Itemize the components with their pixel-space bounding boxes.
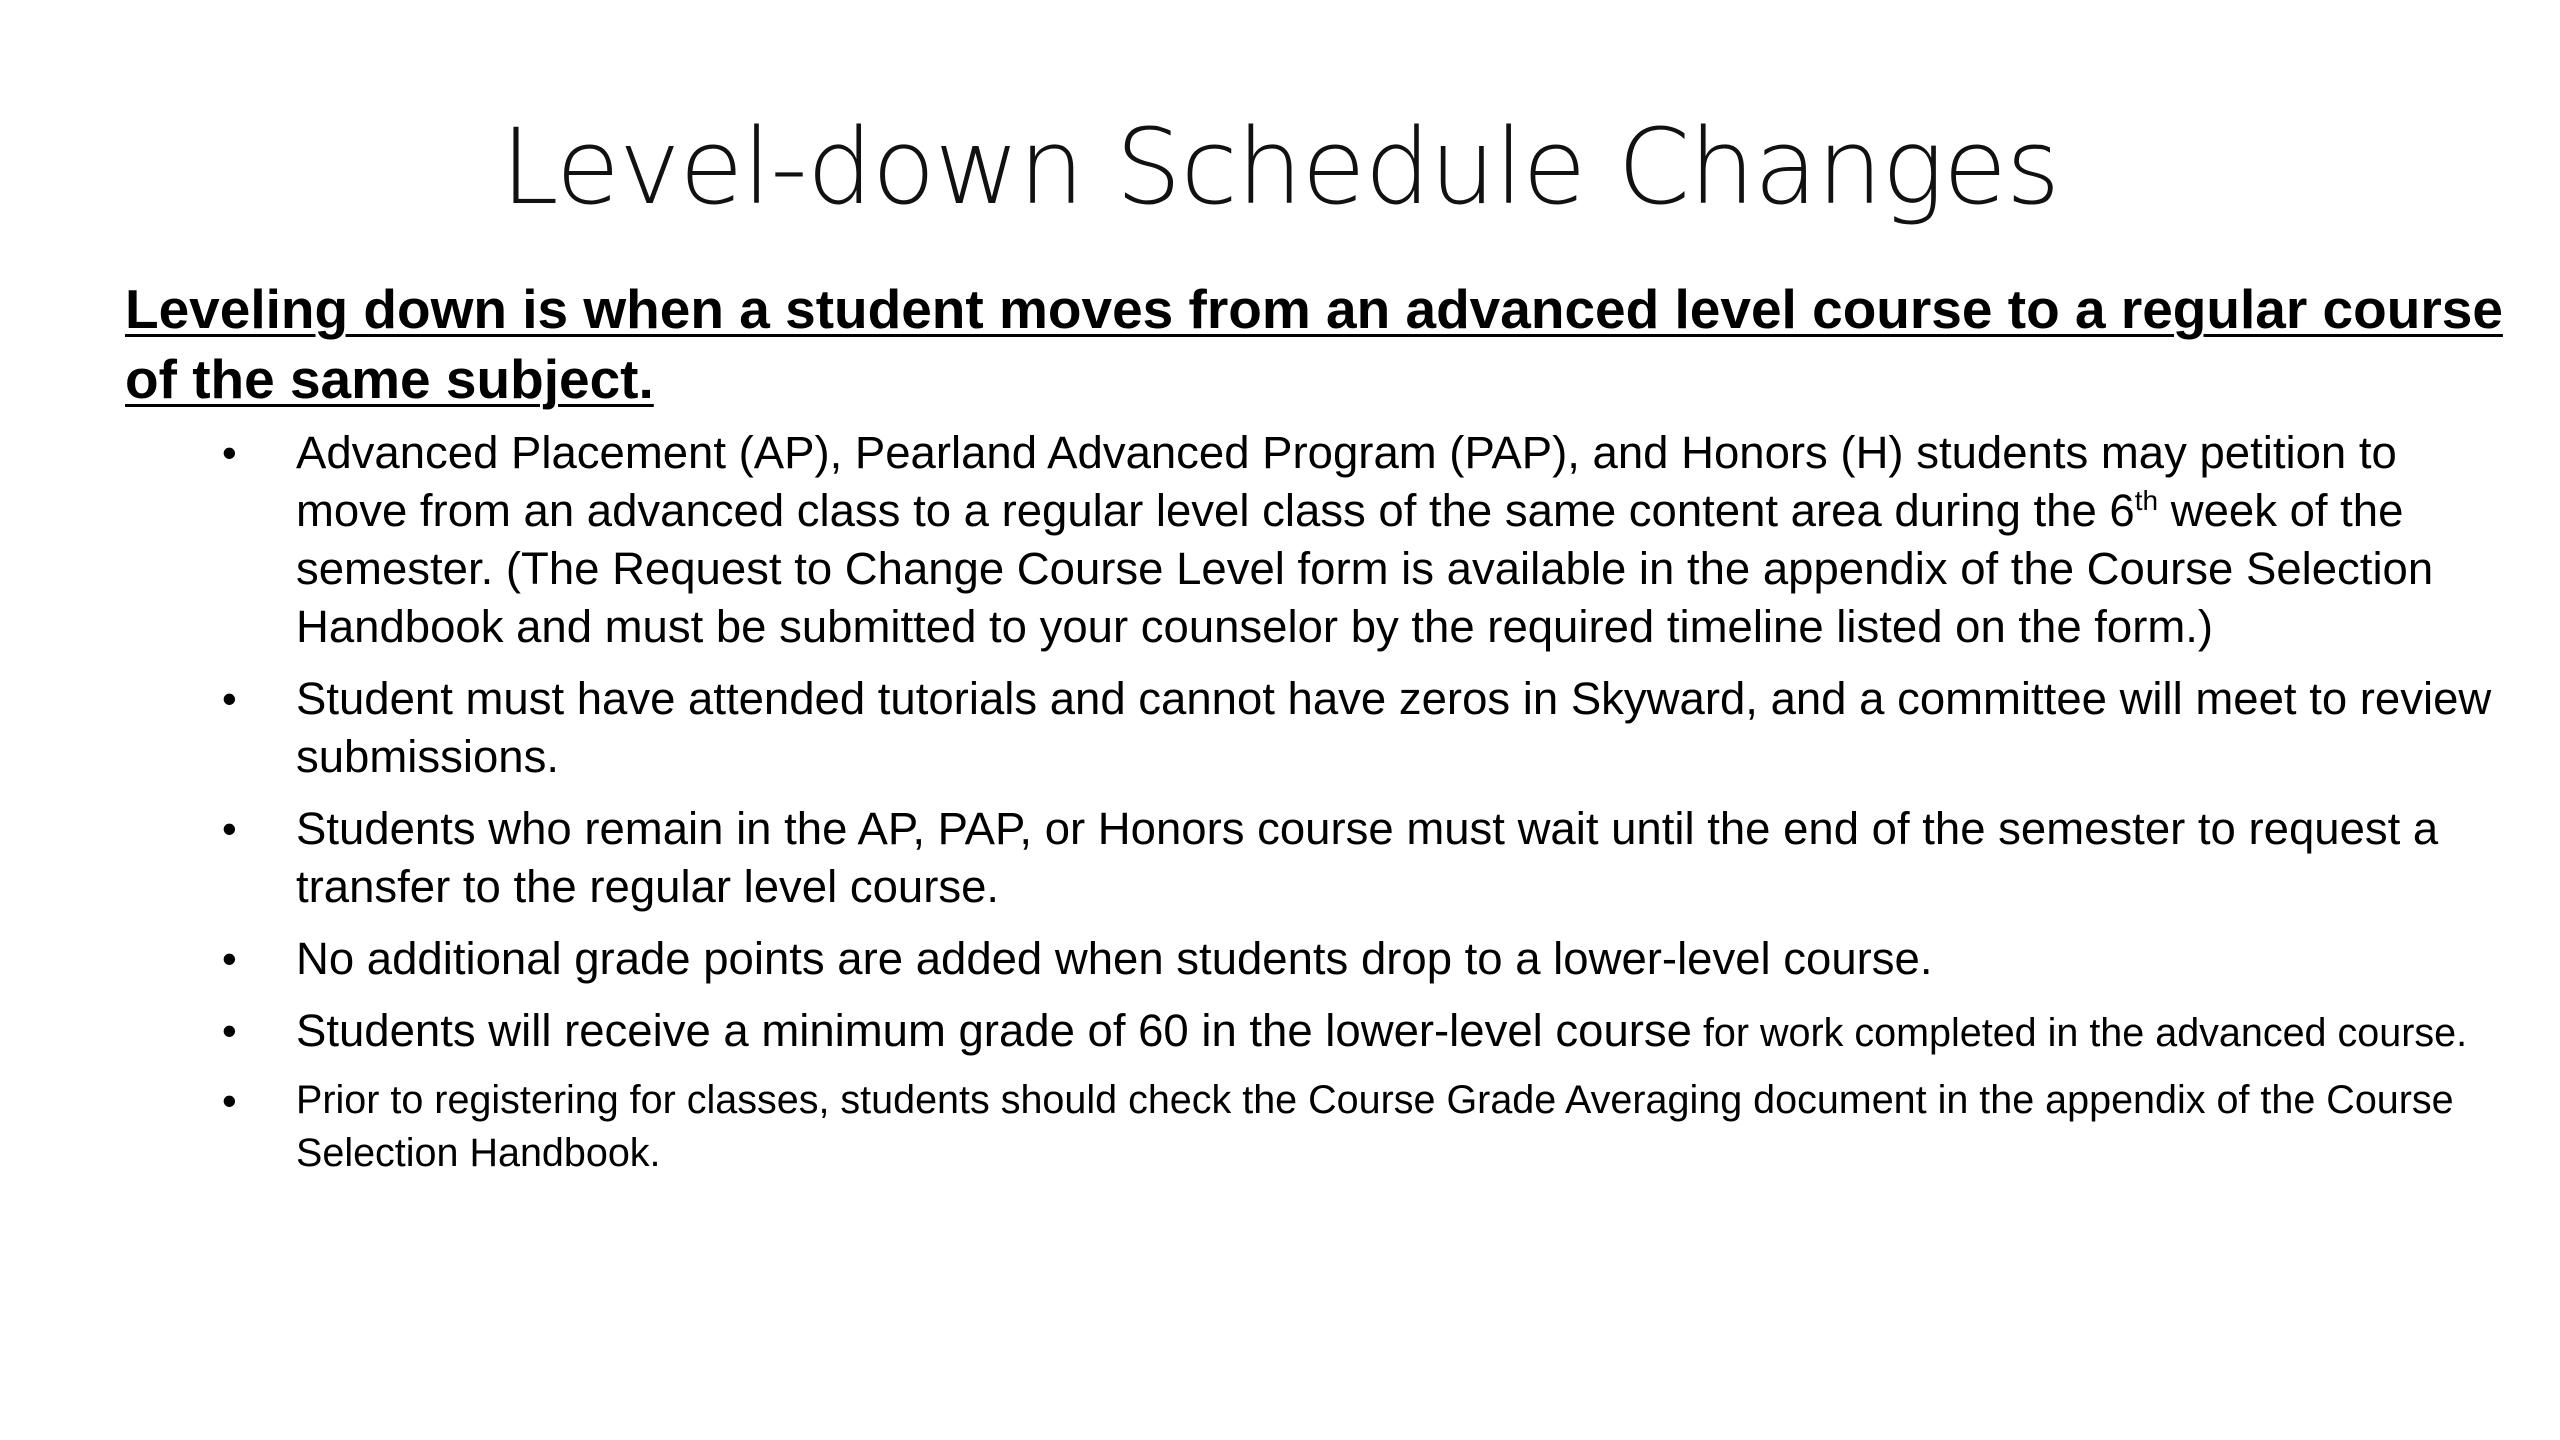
bullet-item-tutorials xyxy=(0,670,2506,786)
bullet-text: Prior to registering for classes, students should check the Course Grade Averaging document in the appendix of the Course Selection Handbook. xyxy=(296,1078,2454,1175)
bullet-icon: • xyxy=(222,1077,237,1124)
bullet-text: Students will receive a minimum grade of 60 in the lower-level course xyxy=(296,1005,1692,1056)
lead-statement: Leveling down is when a student moves from an advanced level course to a regular course of the same subject. xyxy=(125,278,2503,410)
bullet-icon: • xyxy=(222,429,237,476)
bullet-icon: • xyxy=(222,805,237,852)
bullet-text-continued: week of the semester. (The Request to Change Course Level form is available in the appendix of the Course Selection Handbook and must be submitted to your counselor by the required timeline listed on the form.) xyxy=(296,485,2434,652)
ordinal-suffix: th xyxy=(2134,485,2159,516)
bullet-text: No additional grade points are added when students drop to a lower-level course. xyxy=(296,933,1933,984)
bullet-text: Student must have attended tutorials and cannot have zeros in Skyward, and a committee will meet to review submissions. xyxy=(296,673,2492,782)
bullet-item-remain-course xyxy=(0,800,2506,916)
bullet-icon: • xyxy=(222,935,237,982)
slide-title: Level-down Schedule Changes xyxy=(500,106,2060,228)
bullet-item-ap-petition xyxy=(0,424,2506,656)
bullet-text: Students who remain in the AP, PAP, or Honors course must wait until the end of the semester to request a transfer to the regular level course. xyxy=(296,803,2439,912)
bullet-text-small: for work completed in the advanced course. xyxy=(1691,1011,2468,1055)
bullet-text: Advanced Placement (AP), Pearland Advanced Program (PAP), and Honors (H) students may petition to move from an advanced class to a regular level class of the same content area during the 6 xyxy=(296,427,2397,536)
bullet-item-grade-averaging xyxy=(0,1074,2506,1180)
bullet-list xyxy=(0,424,2560,1180)
bullet-icon: • xyxy=(222,675,237,722)
bullet-item-minimum-grade xyxy=(0,1002,2506,1060)
bullet-item-grade-points xyxy=(0,930,2506,988)
bullet-icon: • xyxy=(222,1007,237,1054)
